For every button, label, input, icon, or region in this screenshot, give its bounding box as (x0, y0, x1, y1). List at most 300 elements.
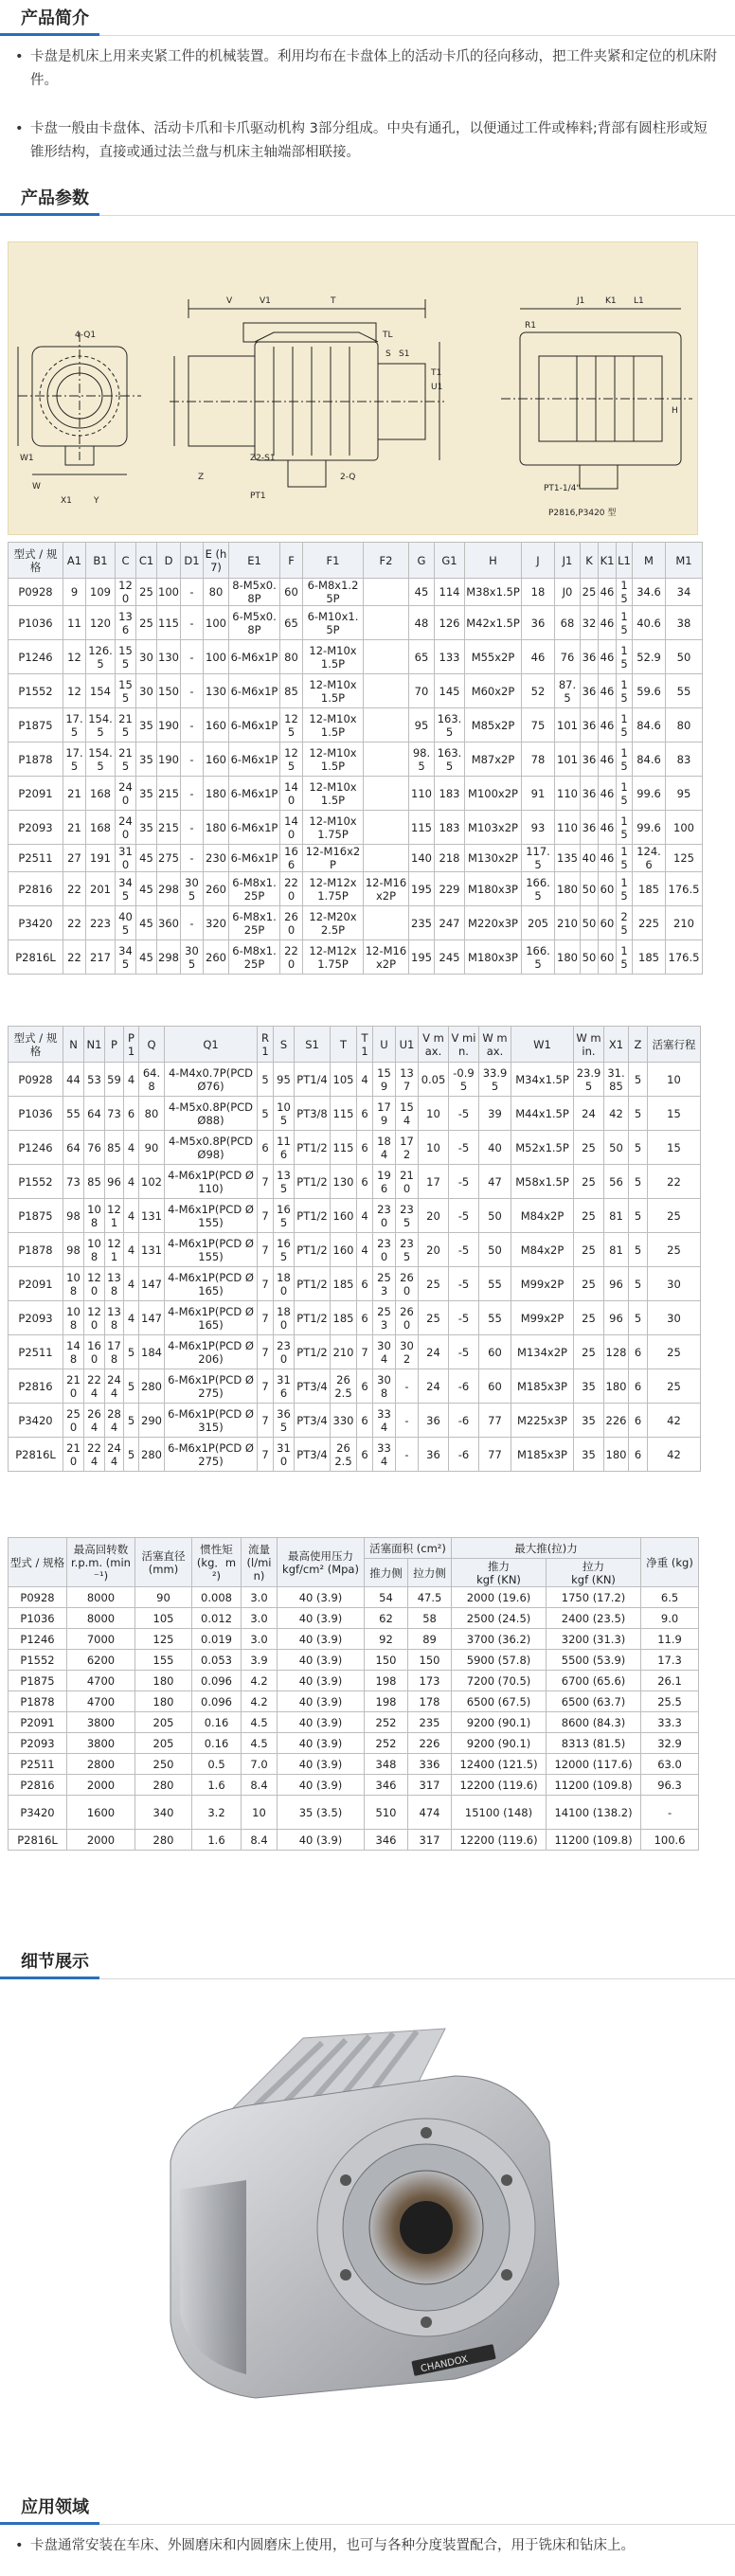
table-cell: 46 (522, 640, 555, 674)
table-cell: 131 (139, 1199, 165, 1233)
table-cell: 230 (373, 1233, 396, 1267)
table-cell: 3.9 (242, 1650, 278, 1671)
table-cell: 35 (3.5) (278, 1796, 365, 1830)
table-cell: 75 (522, 708, 555, 742)
table-cell: 42 (648, 1438, 701, 1472)
header-cell: F (280, 543, 303, 579)
table-cell: 178 (408, 1691, 452, 1712)
table-cell: 304 (373, 1335, 396, 1369)
table-cell: 4 (357, 1233, 373, 1267)
table-cell: 95 (274, 1063, 295, 1097)
table-cell: 4.5 (242, 1733, 278, 1754)
table-cell: 137 (396, 1063, 419, 1097)
table-row (9, 1830, 699, 1851)
table-cell: 64 (63, 1131, 84, 1165)
table-cell: 80 (666, 708, 703, 742)
table-cell: 91 (522, 777, 555, 811)
table-cell: 235 (396, 1199, 419, 1233)
table-cell: 36 (581, 708, 599, 742)
table-cell: 190 (157, 708, 181, 742)
table-cell: 6 (357, 1097, 373, 1131)
table-cell: 210 (331, 1335, 357, 1369)
table-cell: 17.3 (641, 1650, 699, 1671)
table-cell: 5 (629, 1131, 648, 1165)
table-cell: 40 (3.9) (278, 1691, 365, 1712)
table-cell: 80 (139, 1097, 165, 1131)
table-cell: 6-M6x1P (229, 777, 280, 811)
table-cell: 40.6 (633, 606, 666, 640)
table-cell: 317 (408, 1830, 452, 1851)
table-cell: 95 (409, 708, 435, 742)
list-item (13, 2534, 719, 2558)
label-x1: X1 (61, 496, 72, 506)
table-cell: 46 (599, 640, 617, 674)
table-cell: 25 (574, 1335, 604, 1369)
header-unit: kgf/cm² (Mpa) (282, 1562, 359, 1576)
table-cell: 45 (409, 579, 435, 606)
table-cell: 5 (629, 1233, 648, 1267)
table-cell: 56 (604, 1165, 629, 1199)
table-cell: 155 (116, 674, 136, 708)
table-row (9, 777, 703, 811)
label-v: V (226, 296, 233, 306)
table-cell: 180 (204, 777, 229, 811)
table-cell: 198 (365, 1691, 408, 1712)
table-cell: 510 (365, 1796, 408, 1830)
table-cell: 52.9 (633, 640, 666, 674)
table-row (9, 811, 703, 845)
table-cell: 230 (204, 845, 229, 872)
table-cell: 34 (666, 579, 703, 606)
table-cell: 12000 (117.6) (547, 1754, 641, 1775)
table-cell: 87.5 (555, 674, 581, 708)
table-cell: 210 (396, 1165, 419, 1199)
table-cell: 205 (135, 1712, 192, 1733)
table-cell: 6 (357, 1301, 373, 1335)
table-cell: 73 (105, 1097, 124, 1131)
table-cell: 105 (135, 1608, 192, 1629)
table-cell: 36 (419, 1404, 449, 1438)
table-cell: P2511 (9, 845, 63, 872)
table-cell: 20 (419, 1199, 449, 1233)
header-cell: V max. (419, 1027, 449, 1063)
table-cell: 15 (617, 940, 633, 975)
table-cell: 45 (136, 906, 157, 940)
table-cell: 46 (599, 845, 617, 872)
table-cell: 96 (604, 1267, 629, 1301)
table-cell: 25 (136, 606, 157, 640)
table-cell: 5 (258, 1097, 274, 1131)
table-cell: 125 (280, 708, 303, 742)
table-cell: 316 (274, 1369, 295, 1404)
table-cell: 12-M16x2P (303, 845, 364, 872)
table-cell: PT3/4 (295, 1438, 331, 1472)
label-v1: V1 (260, 296, 271, 306)
table-cell: 140 (280, 777, 303, 811)
table-cell: 8600 (84.3) (547, 1712, 641, 1733)
table-row (9, 640, 703, 674)
table-cell: 125 (280, 742, 303, 777)
table-cell: -5 (449, 1267, 479, 1301)
table-cell: 25 (648, 1369, 701, 1404)
label-k1: K1 (605, 296, 617, 306)
table-cell: 105 (331, 1063, 357, 1097)
header-cell: T1 (357, 1027, 373, 1063)
table-cell: 180 (604, 1438, 629, 1472)
table-cell (364, 708, 409, 742)
table-row (9, 742, 703, 777)
table-cell: 115 (331, 1097, 357, 1131)
table-cell: 30 (136, 674, 157, 708)
table-cell: 14100 (138.2) (547, 1796, 641, 1830)
section-title: 应用领域 (21, 2497, 89, 2517)
brand-text: CHANDOX (420, 2354, 469, 2375)
table-cell: 48 (409, 606, 435, 640)
table-cell: 140 (280, 811, 303, 845)
table-cell: 7 (258, 1369, 274, 1404)
table-row (9, 708, 703, 742)
table-cell: - (181, 674, 204, 708)
section-params-header (0, 186, 735, 216)
table-cell: P2511 (9, 1754, 67, 1775)
table-cell: 218 (435, 845, 465, 872)
table-cell: 253 (373, 1301, 396, 1335)
table-cell: 120 (86, 606, 116, 640)
table-cell: 9200 (90.1) (452, 1733, 547, 1754)
table-cell: 12400 (121.5) (452, 1754, 547, 1775)
table-cell: 4-M6x1P(PCD Ø206) (165, 1335, 258, 1369)
table-cell: 0.019 (192, 1629, 242, 1650)
header-cell (242, 1538, 278, 1587)
table-cell: 4 (357, 1199, 373, 1233)
table-cell: 124.6 (633, 845, 666, 872)
table-cell: 12-M10x1.5P (303, 674, 364, 708)
table-cell: 68 (555, 606, 581, 640)
table-row (9, 1608, 699, 1629)
table-cell: - (181, 742, 204, 777)
table-cell: - (181, 606, 204, 640)
table-cell: 8.4 (242, 1830, 278, 1851)
table-cell: M134x2P (511, 1335, 574, 1369)
table-cell: 6 (124, 1097, 139, 1131)
table-cell: 160 (204, 742, 229, 777)
table-cell: 4 (124, 1131, 139, 1165)
table-cell: P0928 (9, 1063, 63, 1097)
table-cell: 25 (648, 1233, 701, 1267)
table-cell: M100x2P (465, 777, 522, 811)
table-cell: 6-M6x1P (229, 640, 280, 674)
table-cell: - (181, 579, 204, 606)
table-row (9, 845, 703, 872)
table-cell: 40 (3.9) (278, 1650, 365, 1671)
table-cell: 334 (373, 1438, 396, 1472)
table-cell: 224 (84, 1369, 105, 1404)
table-cell: 6-M6x1P (229, 811, 280, 845)
label-w1: W1 (20, 454, 34, 463)
table-cell: M52x1.5P (511, 1131, 574, 1165)
header-text: 拉力 (583, 1559, 605, 1573)
table-cell: -5 (449, 1131, 479, 1165)
table-cell: 280 (135, 1830, 192, 1851)
table-cell: 40 (3.9) (278, 1671, 365, 1691)
table-row (9, 1438, 701, 1472)
header-text: 推力 (488, 1559, 511, 1573)
table-cell: 36 (419, 1438, 449, 1472)
table-cell: 58 (408, 1608, 452, 1629)
table-cell: 108 (63, 1301, 84, 1335)
table-cell: 4700 (67, 1671, 135, 1691)
table-cell: PT1/2 (295, 1335, 331, 1369)
header-cell (67, 1538, 135, 1587)
table-cell: 225 (633, 906, 666, 940)
table-cell: 30 (648, 1301, 701, 1335)
table-cell: 235 (409, 906, 435, 940)
header-cell: R1 (258, 1027, 274, 1063)
table-cell: 92 (365, 1629, 408, 1650)
table-cell (364, 579, 409, 606)
table-cell: 348 (365, 1754, 408, 1775)
table-cell: 5 (258, 1063, 274, 1097)
table-row (9, 1301, 701, 1335)
table-cell: -0.95 (449, 1063, 479, 1097)
table-cell: 15 (617, 742, 633, 777)
table-cell: 235 (396, 1233, 419, 1267)
table-cell: 36 (581, 674, 599, 708)
table-cell: 160 (204, 708, 229, 742)
table-cell: 179 (373, 1097, 396, 1131)
table-cell: PT3/4 (295, 1404, 331, 1438)
table-cell: 205 (522, 906, 555, 940)
header-unit: (l/min) (246, 1555, 272, 1583)
table-cell: 60 (599, 906, 617, 940)
table-cell: 25.5 (641, 1691, 699, 1712)
table-cell: M42x1.5P (465, 606, 522, 640)
table-cell: 4-M6x1P(PCD Ø110) (165, 1165, 258, 1199)
table-cell: 54 (365, 1587, 408, 1608)
table-cell: P2816L (9, 1438, 63, 1472)
table-cell: 1750 (17.2) (547, 1587, 641, 1608)
table-cell: 3800 (67, 1733, 135, 1754)
table-cell: 22 (648, 1165, 701, 1199)
table-cell: 201 (86, 872, 116, 906)
label-t1: T1 (431, 368, 442, 378)
table-cell: 121 (105, 1233, 124, 1267)
table-cell: 6 (357, 1267, 373, 1301)
label-w: W (32, 482, 41, 492)
table-cell: 36 (581, 777, 599, 811)
table-cell: 12200 (119.6) (452, 1775, 547, 1796)
table-cell: 196 (373, 1165, 396, 1199)
table-cell: 59.6 (633, 674, 666, 708)
table-cell: 35 (136, 708, 157, 742)
table-cell (364, 845, 409, 872)
table-cell: 1.6 (192, 1830, 242, 1851)
table-cell: 336 (408, 1754, 452, 1775)
table-cell: 81 (604, 1199, 629, 1233)
table-cell: 76 (555, 640, 581, 674)
table-cell: 0.053 (192, 1650, 242, 1671)
table-cell: 40 (581, 845, 599, 872)
table-cell: P0928 (9, 579, 63, 606)
table-cell: 6-M6x1P (229, 742, 280, 777)
header-cell: P (105, 1027, 124, 1063)
spec-table-mounting (8, 1026, 701, 1472)
table-row (9, 1267, 701, 1301)
table-cell: 262.5 (331, 1438, 357, 1472)
table-cell: 131 (139, 1233, 165, 1267)
header-cell: C1 (136, 543, 157, 579)
header-cell: 最大推(拉)力 (452, 1538, 641, 1559)
table-cell: 135 (555, 845, 581, 872)
table-cell: 21 (63, 811, 86, 845)
label-z: Z (198, 473, 205, 482)
table-cell: 136 (116, 606, 136, 640)
header-cell: P1 (124, 1027, 139, 1063)
table-cell: M103x2P (465, 811, 522, 845)
table-cell: 5 (629, 1199, 648, 1233)
label-r1: R1 (525, 321, 536, 331)
table-cell: PT3/8 (295, 1097, 331, 1131)
table-cell: 96.3 (641, 1775, 699, 1796)
table-cell: 84.6 (633, 742, 666, 777)
label-pt1: PT1 (250, 492, 266, 501)
table-cell: PT1/2 (295, 1233, 331, 1267)
table-cell: 284 (105, 1404, 124, 1438)
table-cell: 40 (3.9) (278, 1629, 365, 1650)
table-cell: 226 (604, 1404, 629, 1438)
table-cell: 5500 (53.9) (547, 1650, 641, 1671)
table-cell: 40 (3.9) (278, 1712, 365, 1733)
table-cell: 163.5 (435, 742, 465, 777)
table-cell: 405 (116, 906, 136, 940)
header-text: 最高使用压力 (288, 1548, 353, 1563)
table-cell: 160 (331, 1233, 357, 1267)
table-cell: 36 (522, 606, 555, 640)
table-cell: 2400 (23.5) (547, 1608, 641, 1629)
table-cell: 6-M6x1P(PCD Ø275) (165, 1438, 258, 1472)
table-cell: 4-M5x0.8P(PCD Ø98) (165, 1131, 258, 1165)
header-unit: (kg．m²) (196, 1555, 237, 1583)
table-cell: 6-M8x1.25P (229, 906, 280, 940)
table-cell: 217 (86, 940, 116, 975)
technical-drawing (8, 242, 698, 535)
table-row (9, 872, 703, 906)
table-cell: - (181, 640, 204, 674)
table-cell: 230 (373, 1199, 396, 1233)
table-cell: 33.95 (479, 1063, 511, 1097)
table-cell: P1552 (9, 1165, 63, 1199)
table-cell: 45 (136, 845, 157, 872)
table-cell: 9 (63, 579, 86, 606)
table-cell: 6-M8x1.25P (229, 940, 280, 975)
table-cell: 9.0 (641, 1608, 699, 1629)
table-cell: 6-M6x1P (229, 845, 280, 872)
table-cell: 220 (280, 872, 303, 906)
header-cell: B1 (86, 543, 116, 579)
table-cell: 264 (84, 1404, 105, 1438)
table-cell: 6-M6x1P (229, 674, 280, 708)
table-cell: 20 (419, 1233, 449, 1267)
table-cell: 12 (63, 674, 86, 708)
table-cell: P2816L (9, 940, 63, 975)
table-cell: 180 (274, 1301, 295, 1335)
table-cell: 147 (139, 1267, 165, 1301)
table-cell: 1.6 (192, 1775, 242, 1796)
table-cell: 184 (373, 1131, 396, 1165)
table-cell: 240 (116, 811, 136, 845)
table-cell: 45 (136, 872, 157, 906)
table-cell: 25 (574, 1233, 604, 1267)
table-cell: 346 (365, 1830, 408, 1851)
table-cell: 12-M20x2.5P (303, 906, 364, 940)
table-cell: 117.5 (522, 845, 555, 872)
header-cell: U1 (396, 1027, 419, 1063)
table-cell: 172 (396, 1131, 419, 1165)
table-cell: 3200 (31.3) (547, 1629, 641, 1650)
table-cell: 25 (574, 1131, 604, 1165)
table-cell: 4 (124, 1199, 139, 1233)
table-cell: 35 (136, 742, 157, 777)
table-cell: 108 (84, 1233, 105, 1267)
table-cell: 35 (574, 1404, 604, 1438)
table-cell: 280 (135, 1775, 192, 1796)
table-cell: 346 (365, 1775, 408, 1796)
header-cell: M (633, 543, 666, 579)
table-cell (364, 811, 409, 845)
table-cell: 3.0 (242, 1608, 278, 1629)
table-cell: 166.5 (522, 872, 555, 906)
table-cell: 4 (124, 1063, 139, 1097)
table-cell: 138 (105, 1267, 124, 1301)
rotary-cylinder-illustration (142, 2000, 587, 2417)
table-cell: 173 (408, 1671, 452, 1691)
table-cell: 101 (555, 708, 581, 742)
table-cell: 46 (599, 811, 617, 845)
table-row (9, 1165, 701, 1199)
table-cell: 4-M6x1P(PCD Ø165) (165, 1301, 258, 1335)
table-cell: 130 (204, 674, 229, 708)
table-cell: PT1/2 (295, 1267, 331, 1301)
header-cell: Z (629, 1027, 648, 1063)
table-cell: -5 (449, 1165, 479, 1199)
table-cell: M130x2P (465, 845, 522, 872)
header-cell: E (h7) (204, 543, 229, 579)
table-row (9, 1097, 701, 1131)
table-cell: 12-M10x1.5P (303, 777, 364, 811)
table-cell: 15 (617, 606, 633, 640)
table-cell: 98.5 (409, 742, 435, 777)
table-cell: 96 (105, 1165, 124, 1199)
header-cell: 活塞面积 (cm²) (365, 1538, 452, 1559)
label-tl: TL (383, 331, 393, 340)
table-cell: 36 (581, 742, 599, 777)
table-cell: 4-M6x1P(PCD Ø155) (165, 1199, 258, 1233)
table-cell: 226 (408, 1733, 452, 1754)
header-cell: 型式 / 规格 (9, 543, 63, 579)
table-cell: 99.6 (633, 777, 666, 811)
table-cell: 3.0 (242, 1587, 278, 1608)
table-cell: 26.1 (641, 1671, 699, 1691)
table-cell: 12-M16x2P (364, 872, 409, 906)
table-cell: M38x1.5P (465, 579, 522, 606)
table-cell: P1246 (9, 640, 63, 674)
table-cell: 9200 (90.1) (452, 1712, 547, 1733)
table-cell: - (181, 906, 204, 940)
table-cell: 33.3 (641, 1712, 699, 1733)
table-cell: P1036 (9, 1608, 67, 1629)
table-cell: 235 (408, 1712, 452, 1733)
header-cell: 型式 / 规格 (9, 1027, 63, 1063)
